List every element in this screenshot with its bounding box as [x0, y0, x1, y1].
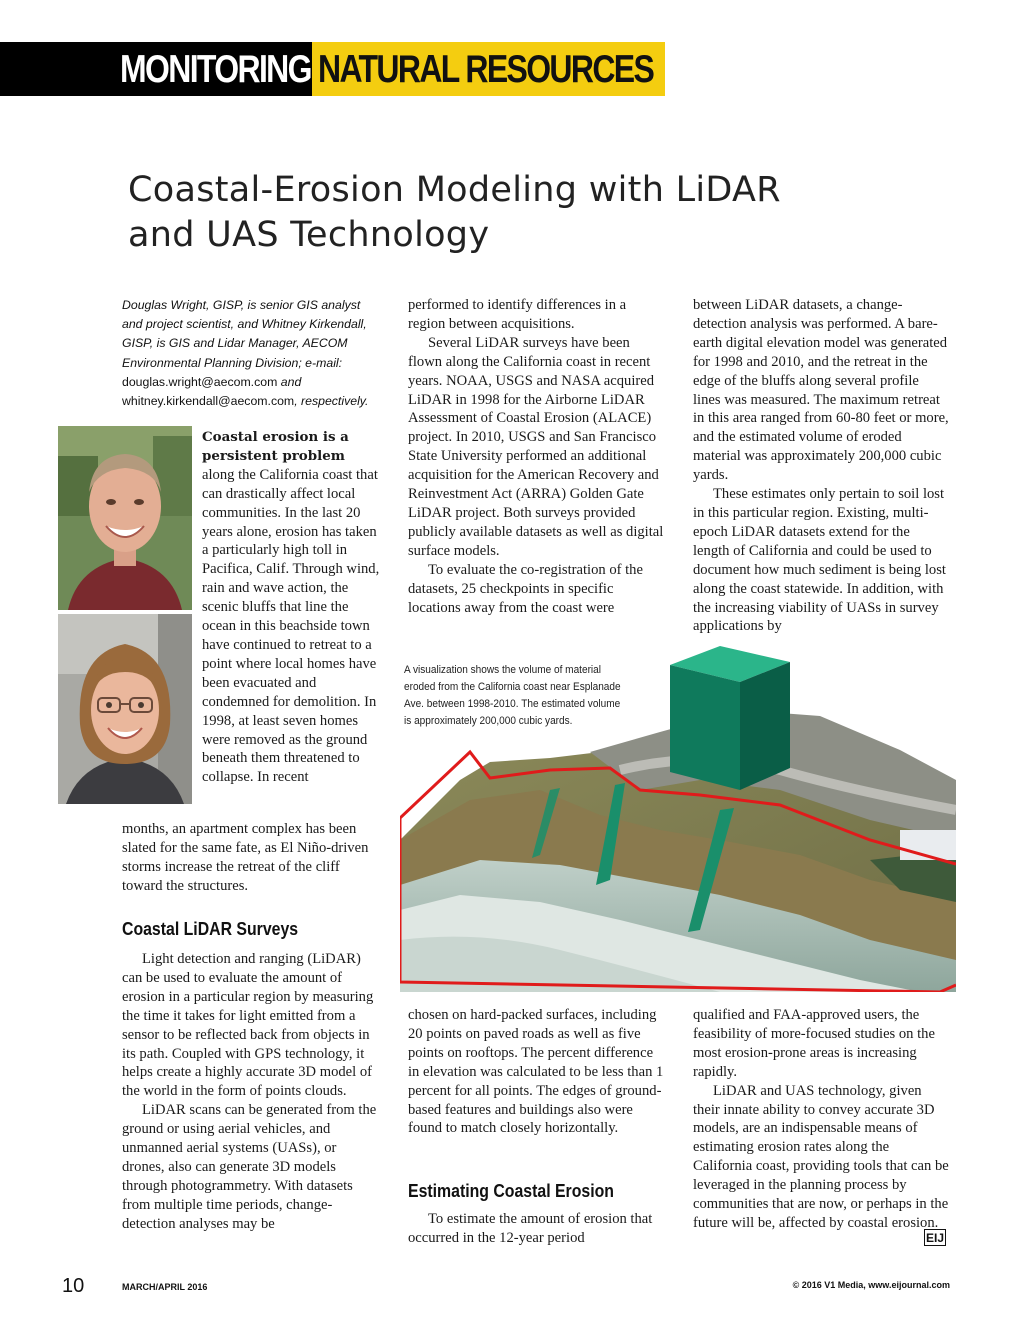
section-heading-estimating-erosion: Estimating Coastal Erosion: [408, 1181, 614, 1201]
col2-paragraph-3: To evaluate the co-registration of the datasets, 25 checkpoints in specific locations away from the coast were: [408, 561, 643, 616]
email-link-douglas[interactable]: douglas.wright@aecom.com: [122, 374, 278, 389]
col3-paragraph-1: between LiDAR datasets, a change-detection analysis was performed. A bare-earth digital elevation model was generated for 1998 and 2010, and the retreat in the edge of the bluffs along several profile lines was measured. The maximum retreat in this area ranged from 60-80 feet or more, and the estimated volume of eroded material was approximately 200,000 cubic yards.: [693, 297, 949, 484]
article-title-line1: Coastal-Erosion Modeling with LiDAR: [128, 170, 781, 210]
intro-lead: Coastal erosion is a persistent problem: [202, 429, 349, 464]
intro-paragraph-wrap: [202, 428, 380, 787]
intro-paragraph-continued: [122, 820, 382, 896]
col3-paragraph-4: LiDAR and UAS technology, given their innate ability to convey accurate 3D models, are an indispensable means of estimating erosion rates along the California coast, providing tools that can be leveraged in the planning process by communities that are now, or perhaps in the future will be, affected by coastal erosion.: [693, 1082, 949, 1231]
author-photo-douglas: [58, 426, 192, 610]
estimating-erosion-text: [408, 1210, 664, 1248]
page-number: 10: [62, 1275, 85, 1297]
article-title: [128, 168, 928, 258]
col3-paragraph-3: qualified and FAA-approved users, the feasibility of more-focused studies on the most erosion-prone areas is increasing rapidly.: [693, 1007, 935, 1080]
byline-suffix: , respectively.: [294, 394, 369, 409]
byline-and: and: [277, 374, 302, 389]
section-heading-lidar-surveys: Coastal LiDAR Surveys: [122, 919, 299, 939]
figure-caption: A visualization shows the volume of material eroded from the California coast near Esplanade Ave. between 1998-2010. The estimated volume is approximately 200,000 cubic yards.: [404, 664, 621, 727]
issue-date: MARCH/APRIL 2016: [122, 1282, 208, 1292]
email-link-whitney[interactable]: whitney.kirkendall@aecom.com: [122, 394, 295, 409]
lidar-surveys-text: [122, 950, 382, 1234]
col3-paragraph-2: These estimates only pertain to soil lost in this particular region. Existing, multi-epoch LiDAR datasets extend for the length of California and could be used to document how much sediment is being lost along the coast statewide. In addition, with the increasing viability of UASs in survey applications by: [693, 486, 946, 635]
byline-text: Douglas Wright, GISP, is senior GIS analyst and project scientist, and Whitney Kirkendall, GISP, is GIS and Lidar Manager, AECOM Environmental Planning Division; e-mail:: [122, 298, 367, 370]
section-label-monitoring: MONITORING: [120, 48, 311, 91]
section-label-natural-resources: NATURAL RESOURCES: [318, 48, 654, 91]
col2-paragraph-4: chosen on hard-packed surfaces, including 20 points on paved roads as well as five points on rooftops. The percent difference in elevation was calculated to be less than 1 percent for all points. The edges of ground-based features and buildings also were found to match closely horizontally.: [408, 1007, 664, 1137]
article-title-line2: and UAS Technology: [128, 215, 490, 255]
erosion-paragraph-1: To estimate the amount of erosion that occurred in the 12-year period: [408, 1211, 653, 1246]
lidar-paragraph-2: LiDAR scans can be generated from the ground or using aerial vehicles, and unmanned aerial systems (UASs), or drones, also can generate 3D models through photogrammetry. With datasets from multiple time periods, change-detection analyses may be: [122, 1102, 377, 1232]
intro-wrap-text: along the California coast that can drastically affect local communities. In the last 20 years alone, erosion has taken a particularly high toll in Pacifica, Calif. Through wind, rain and wave action, the scenic bluffs that line the ocean in this beachside town have continued to retreat to a point where local homes have been evacuated and condemned for demolition. In 1998, at least seven homes were removed as the ground beneath them threatened to collapse. In recent: [202, 466, 380, 786]
column-2-bottom: [408, 1006, 664, 1138]
copyright-notice: © 2016 V1 Media, www.eijournal.com: [792, 1280, 950, 1290]
col2-paragraph-1: performed to identify differences in a region between acquisitions.: [408, 297, 627, 332]
author-photo-whitney: [58, 614, 192, 804]
author-byline: [122, 296, 384, 411]
lidar-paragraph-1: Light detection and ranging (LiDAR) can be used to evaluate the amount of erosion in a particular region by measuring the time it takes for light emitted from a sensor to be reflected back from objects in its path. Coupled with GPS technology, it helps create a highly accurate 3D model of the world in the form of points clouds.: [122, 951, 374, 1100]
column-3-top: [693, 296, 949, 636]
col2-paragraph-2: Several LiDAR surveys have been flown along the California coast in recent years. NOAA, USGS and NASA acquired LiDAR in 1998 for the Airborne LiDAR Assessment of Coastal Erosion (ALACE) project. In 2010, USGS and San Francisco State University performed an additional acquisition for the American Recovery and Reinvestment Act (ARRA) Golden Gate LiDAR project. Both surveys provided publicly available datasets as well as digital surface models.: [408, 334, 664, 559]
column-2-top: [408, 296, 664, 617]
intro-full-text: months, an apartment complex has been slated for the same fate, as El Niño-driven storms increase the retreat of the cliff toward the structures.: [122, 821, 369, 894]
eij-end-mark: EIJ: [925, 1231, 944, 1245]
column-3-bottom: [693, 1006, 949, 1233]
